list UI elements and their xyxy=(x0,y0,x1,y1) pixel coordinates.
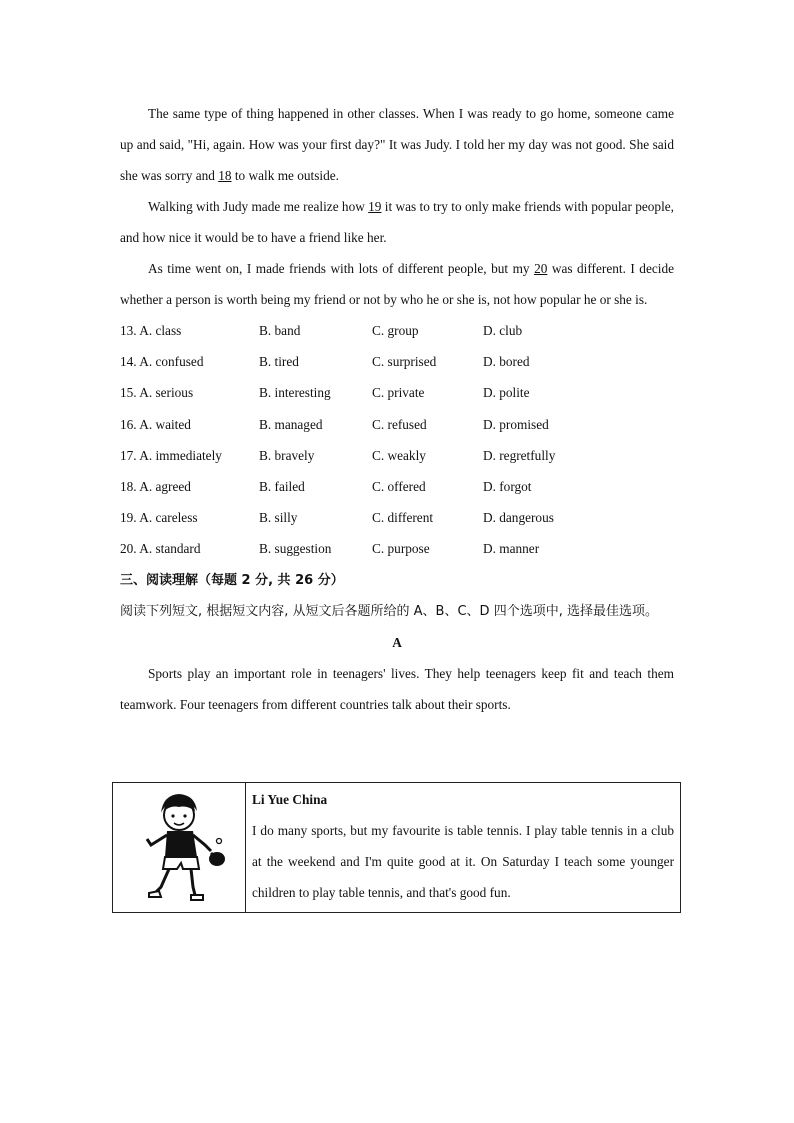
paragraph-text: The same type of thing happened in other classes. When I was ready to go home, someone came up and said, "Hi, again. How was your first day?" It was Judy. I told her my day was not good. She said she was sorry and xyxy=(120,106,674,183)
option-a: 20. A. standard xyxy=(120,541,201,557)
paragraph-text: it was to try to only make friends with popular people, and how nice it would be to have a friend like her. xyxy=(120,199,674,245)
option-b: B. failed xyxy=(259,478,305,494)
option-a: 17. A. immediately xyxy=(120,447,222,463)
passage-title: A xyxy=(392,634,402,650)
option-row xyxy=(120,471,674,502)
options-list xyxy=(120,315,674,565)
paragraph-text: Walking with Judy made me realize how xyxy=(148,199,369,214)
option-row xyxy=(120,440,674,471)
option-a: 14. A. confused xyxy=(120,354,204,370)
table-row xyxy=(113,783,681,913)
option-row xyxy=(120,315,674,346)
option-d: D. club xyxy=(483,323,523,338)
passage-paragraph-2 xyxy=(120,191,674,253)
entry-text: I do many sports, but my favourite is table tennis. I play table tennis in a club at the weekend and I'm quite good at it. On Saturday I teach some younger children to play table tennis, and that's good fun. xyxy=(252,823,674,900)
paragraph-text: to walk me outside. xyxy=(231,168,339,183)
blank-number: 18 xyxy=(218,168,232,183)
entry-name: Li Yue China xyxy=(252,792,328,807)
option-b: B. tired xyxy=(259,354,299,370)
option-c: C. group xyxy=(372,323,419,338)
option-c: C. refused xyxy=(372,416,427,432)
option-b: B. bravely xyxy=(259,447,315,463)
option-b: B. suggestion xyxy=(259,541,332,557)
passage-intro: Sports play an important role in teenagers' lives. They help teenagers keep fit and teach them teamwork. Four teenagers from different countries talk about their sports. xyxy=(120,665,674,712)
option-a: 18. A. agreed xyxy=(120,478,191,494)
entry-text-cell xyxy=(246,783,681,913)
option-a: 19. A. careless xyxy=(120,510,198,526)
option-c: C. different xyxy=(372,510,434,526)
option-b: B. band xyxy=(259,323,301,338)
option-d: D. manner xyxy=(483,541,540,557)
blank-number: 19 xyxy=(368,199,382,214)
option-b: B. managed xyxy=(259,416,323,432)
option-row xyxy=(120,409,674,440)
section-instruction: 阅读下列短文, 根据短文内容, 从短文后各题所给的 A、B、C、D 四个选项中, 选择最佳选项。 xyxy=(120,603,658,619)
option-row xyxy=(120,533,674,564)
option-a: 15. A. serious xyxy=(120,385,194,401)
option-d: D. bored xyxy=(483,354,530,370)
option-row xyxy=(120,377,674,408)
section-heading: 三、阅读理解（每题 2 分, 共 26 分） xyxy=(120,572,344,588)
option-d: D. forgot xyxy=(483,478,532,494)
option-c: C. surprised xyxy=(372,354,437,370)
paragraph-text: As time went on, I made friends with lots of different people, but my xyxy=(148,261,535,276)
sport-entry-table xyxy=(112,782,681,913)
page-content xyxy=(120,98,674,720)
paragraph-text: was different. I decide whether a person is worth being my friend or not by who he or she is, not how popular he or she is. xyxy=(120,261,674,307)
option-row xyxy=(120,502,674,533)
option-c: C. weakly xyxy=(372,447,426,463)
passage-paragraph-3 xyxy=(120,253,674,315)
passage-paragraph-1 xyxy=(120,98,674,191)
option-c: C. purpose xyxy=(372,541,430,557)
option-row xyxy=(120,346,674,377)
option-c: C. private xyxy=(372,385,425,401)
option-d: D. polite xyxy=(483,385,530,401)
blank-number: 20 xyxy=(534,261,548,276)
option-b: B. silly xyxy=(259,510,298,526)
option-d: D. dangerous xyxy=(483,510,554,526)
table-tennis-player-icon xyxy=(113,783,245,907)
option-b: B. interesting xyxy=(259,385,331,401)
option-a: 13. A. class xyxy=(120,323,182,338)
option-c: C. offered xyxy=(372,478,426,494)
option-a: 16. A. waited xyxy=(120,416,191,432)
option-d: D. promised xyxy=(483,416,549,432)
option-d: D. regretfully xyxy=(483,447,556,463)
illustration-cell xyxy=(113,783,246,913)
